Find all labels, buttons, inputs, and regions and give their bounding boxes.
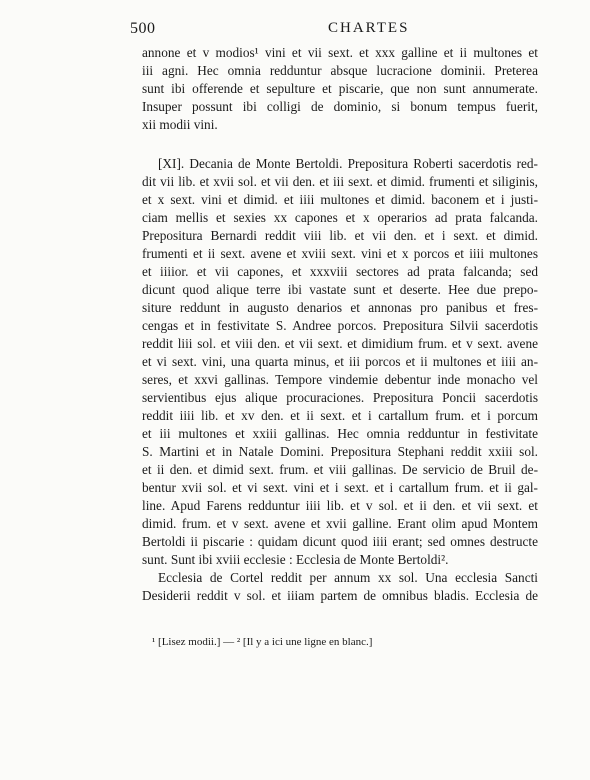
text-line: xii modii vini. [142, 117, 218, 132]
section-decania [142, 155, 538, 605]
text-line: siture reddunt in augusto denarios et annonas pro panibus et fres- [142, 300, 538, 315]
text-line: Ecclesia de Cortel reddit per annum xx sol. Una ecclesia Sancti [158, 570, 538, 585]
text-line: dimid. frum. et v sext. avene et xvii galline. Erant olim apud Montem [142, 516, 538, 531]
text-line: Prepositura Bernardi reddit viii lib. et vii den. et i sext. et dimid. [142, 228, 538, 243]
text-line: S. Martini et in Natale Domini. Prepositura Stephani reddit xxiii sol. [142, 444, 538, 459]
text-line: seres, et xxvi gallinas. Tempore vindemie debentur inde monacho vel [142, 372, 538, 387]
text-line: Desiderii reddit v sol. et iiiam partem de omnibus bladis. Ecclesia de [142, 588, 538, 603]
text-line: ciam mellis et sexies xx capones et x operarios ad prata falcanda. [142, 210, 538, 225]
text-line: dit vii lib. et xvii sol. et vii den. et iii sext. et dimid. frumenti et siliginis, [142, 174, 538, 189]
text-line: sunt. Sunt ibi xviii ecclesie : Ecclesia de Monte Bertoldi². [142, 552, 449, 567]
text-line: Bertoldi ii piscarie : quidam dicunt quod iiii erant; sed omnes destructe [142, 534, 538, 549]
text-line: reddit iiii lib. et xv den. et ii sext. et i cartallum frum. et i porcum [142, 408, 538, 423]
text-line: reddit liii sol. et viii den. et vii sext. et dimidium frum. et v sext. avene [142, 336, 538, 351]
text-line: dicunt quod alique terre ibi vastate sunt et deserte. Hee due prepo- [142, 282, 538, 297]
text-line: bentur xvii sol. et vi sext. vini et i sext. et i cartallum frum. et ii gal- [142, 480, 538, 495]
running-title: CHARTES [328, 20, 410, 36]
page-number: 500 [130, 20, 156, 37]
text-line: line. Apud Farens redduntur iiii lib. et v sol. et ii den. et vii sext. et [142, 498, 538, 513]
running-header [130, 20, 550, 42]
text-line: servientibus ejus alique procuraciones. Prepositura Poncii sacerdotis [142, 390, 538, 405]
section-heading-line: [XI]. Decania de Monte Bertoldi. Prepositura Roberti sacerdotis red- [158, 156, 538, 171]
text-line: cengas et in festivitate S. Andree porcos. Prepositura Silvii sacerdotis [142, 318, 538, 333]
text-line: annone et v modios¹ vini et vii sext. et xxx galline et ii multones et [142, 45, 538, 60]
text-line: Insuper possunt ibi colligi de dominio, si bonum tempus fuerit, [142, 99, 538, 114]
text-line: frumenti et ii sext. avene et xviii sext. vini et x porcos et iiii multones [142, 246, 538, 261]
text-line: et vi sext. vini, una quarta minus, et iii porcos et ii multones et iiii an- [142, 354, 538, 369]
text-line: et iii multones et xxiii gallinas. Hec omnia redduntur in festivitate [142, 426, 538, 441]
footnotes: ¹ [Lisez modii.] — ² [Il y a ici une ligne en blanc.] [152, 636, 373, 648]
text-line: iii agni. Hec omnia redduntur absque lucracione dominii. Preterea [142, 63, 538, 78]
paragraph-annone [142, 44, 538, 134]
text-line: et x sext. vini et dimid. et iiii multones et dimid. baconem et i justi- [142, 192, 538, 207]
text-line: et ii den. et dimid sext. frum. et viii gallinas. De servicio de Bruil de- [142, 462, 538, 477]
text-line: et iiiior. et vii capones, et xxxviii sectores ad prata falcanda; sed [142, 264, 538, 279]
text-line: sunt ibi offerende et sepulture et piscarie, que non sunt annumerate. [142, 81, 538, 96]
